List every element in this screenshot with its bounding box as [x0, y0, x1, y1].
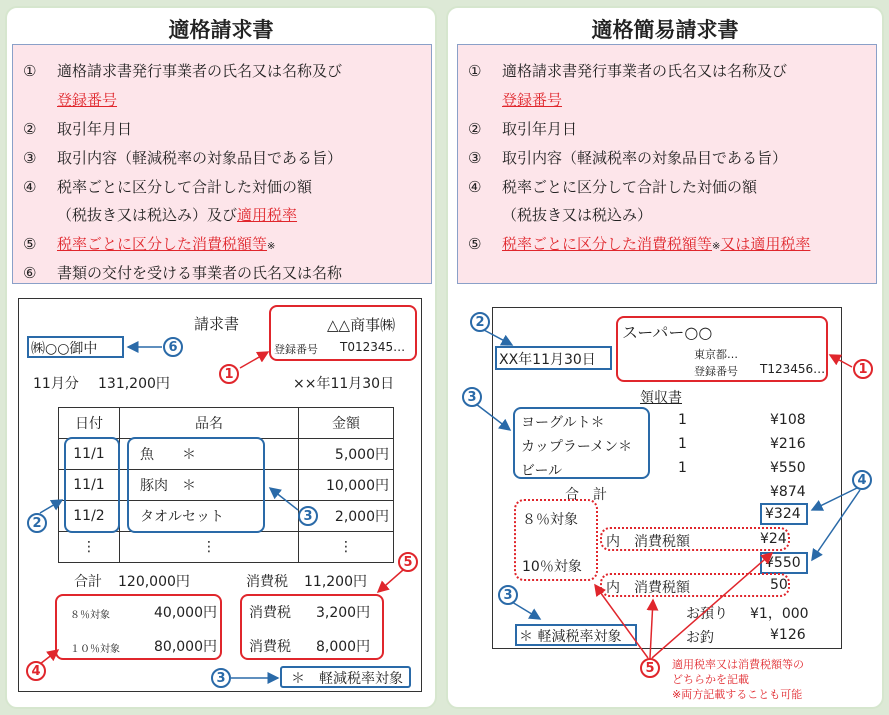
marker-3b: 3 [211, 668, 231, 688]
tax-amount: 11,200円 [304, 574, 367, 590]
issuer-name: △△商事㈱ [327, 316, 396, 334]
deposit-label: お預り [686, 606, 728, 622]
marker-3: 3 [298, 506, 318, 526]
tax8-amount: 3,200円 [316, 605, 371, 621]
invoice-date: ××年11月30日 [293, 376, 395, 392]
items-box [127, 437, 265, 533]
receipt-tax8: ¥24 [760, 531, 787, 547]
marker-2: 2 [27, 513, 47, 533]
requirements-box [12, 44, 432, 284]
receipt-item-price: ¥550 [770, 460, 806, 476]
marker-5: 5 [640, 658, 660, 678]
header-date: 日付 [59, 408, 120, 439]
panel-title: 適格簡易請求書 [591, 18, 739, 42]
marker-1: 1 [853, 359, 873, 379]
req-1: ① 適格請求書発行事業者の氏名又は名称及び [23, 62, 343, 80]
store-name: スーパー○○ [622, 323, 713, 342]
header-item: 品名 [120, 408, 299, 439]
req-4: ④ 税率ごとに区分して合計した対価の額 [468, 178, 758, 196]
req-1-cont: 登録番号 [57, 91, 118, 109]
tax10-amount: 8,000円 [316, 639, 371, 655]
receipt-rate8-label: ８％対象 [522, 512, 578, 528]
footnote-line-1: 適用税率又は消費税額等の [672, 658, 804, 671]
invoice-title: 請求書 [194, 315, 240, 333]
receipt-tax10: 50 [770, 577, 788, 593]
req-4-cont: （税抜き又は税込み）及び適用税率 [57, 206, 298, 224]
req-2: ② 取引年月日 [23, 120, 133, 138]
receipt-tax10-label: 内 消費税額 [606, 580, 690, 596]
marker-3: 3 [462, 387, 482, 407]
table-row: 11/1 魚 ＊ 5,000円 [59, 439, 394, 470]
receipt-item-price: ¥108 [770, 412, 806, 428]
receipt-item-qty: 1 [678, 460, 687, 476]
footnote-line-3: ※両方記載することも可能 [672, 688, 803, 701]
table-row: 11/1 豚肉 ＊ 10,000円 [59, 470, 394, 501]
requirements-box [457, 44, 877, 284]
billing-period-amount: 131,200円 [98, 376, 170, 392]
receipt-rate10-amount: ¥550 [765, 555, 801, 571]
footnote-line-2: どちらかを記載 [672, 673, 749, 686]
store-address: 東京都… [694, 348, 738, 361]
reduced-note: ＊ 軽減税率対象 [291, 671, 403, 687]
receipt-item-name: ヨーグルト＊ [521, 415, 605, 431]
tax8-label: 消費税 [249, 605, 291, 621]
issuer-reg-label: 登録番号 [274, 343, 318, 356]
marker-1: 1 [219, 364, 239, 384]
deposit-amount: ¥1，000 [750, 606, 809, 622]
receipt-date: XX年11月30日 [499, 352, 596, 368]
rate8-label: ８％対象 [70, 610, 110, 621]
req-1-cont: 登録番号 [502, 91, 563, 109]
customer-name: ㈱○○御中 [31, 341, 98, 357]
total-label: 合計 [74, 574, 102, 590]
reduced-note: ＊ 軽減税率対象 [519, 629, 622, 645]
receipt-total-label: 合 計 [565, 487, 607, 503]
billing-period: 11月分 [33, 376, 79, 392]
receipt-tax8-label: 内 消費税額 [606, 534, 690, 550]
receipt-item-price: ¥216 [770, 436, 806, 452]
marker-5: 5 [398, 552, 418, 572]
dates-box [64, 437, 120, 533]
receipt-total: ¥874 [770, 484, 806, 500]
req-3: ③ 取引内容（軽減税率の対象品目である旨） [23, 149, 343, 167]
marker-2: 2 [470, 312, 490, 332]
req-4-cont: （税抜き又は税込み） [502, 206, 653, 224]
receipt-item-qty: 1 [678, 412, 687, 428]
marker-4: 4 [852, 470, 872, 490]
rate10-amount: 80,000円 [154, 639, 217, 655]
req-1: ① 適格請求書発行事業者の氏名又は名称及び [468, 62, 788, 80]
change-amount: ¥126 [770, 627, 806, 643]
receipt-item-name: ビール [521, 463, 563, 479]
receipt-rate8-amount: ¥324 [765, 506, 801, 522]
rate10-label: １０％対象 [70, 644, 120, 655]
receipt-title: 領収書 [640, 390, 682, 406]
change-label: お釣 [686, 630, 714, 646]
marker-6: 6 [163, 337, 183, 357]
receipt-item-qty: 1 [678, 436, 687, 452]
header-amount: 金額 [299, 408, 394, 439]
table-row: ⋮ ⋮ ⋮ [59, 532, 394, 563]
panel-title: 適格請求書 [168, 18, 274, 42]
req-6: ⑥ 書類の交付を受ける事業者の氏名又は名称 [23, 264, 343, 282]
rate8-amount: 40,000円 [154, 605, 217, 621]
tax10-label: 消費税 [249, 639, 291, 655]
req-3: ③ 取引内容（軽減税率の対象品目である旨） [468, 149, 788, 167]
store-reg-label: 登録番号 [694, 365, 738, 378]
req-4: ④ 税率ごとに区分して合計した対価の額 [23, 178, 313, 196]
marker-3b: 3 [498, 585, 518, 605]
receipt-rate10-label: 10％対象 [522, 559, 582, 575]
req-5: ⑤ 税率ごとに区分した消費税額等※ [23, 235, 276, 253]
receipt-item-name: カップラーメン＊ [521, 439, 633, 455]
store-reg-number: T123456… [760, 362, 826, 376]
req-2: ② 取引年月日 [468, 120, 578, 138]
marker-4: 4 [26, 661, 46, 681]
table-row: 11/2 タオルセット 2,000円 [59, 501, 394, 532]
total-amount: 120,000円 [118, 574, 190, 590]
req-5: ⑤ 税率ごとに区分した消費税額等※又は適用税率 [468, 235, 811, 253]
tax-label: 消費税 [246, 574, 288, 590]
issuer-reg-number: T012345… [340, 340, 406, 354]
